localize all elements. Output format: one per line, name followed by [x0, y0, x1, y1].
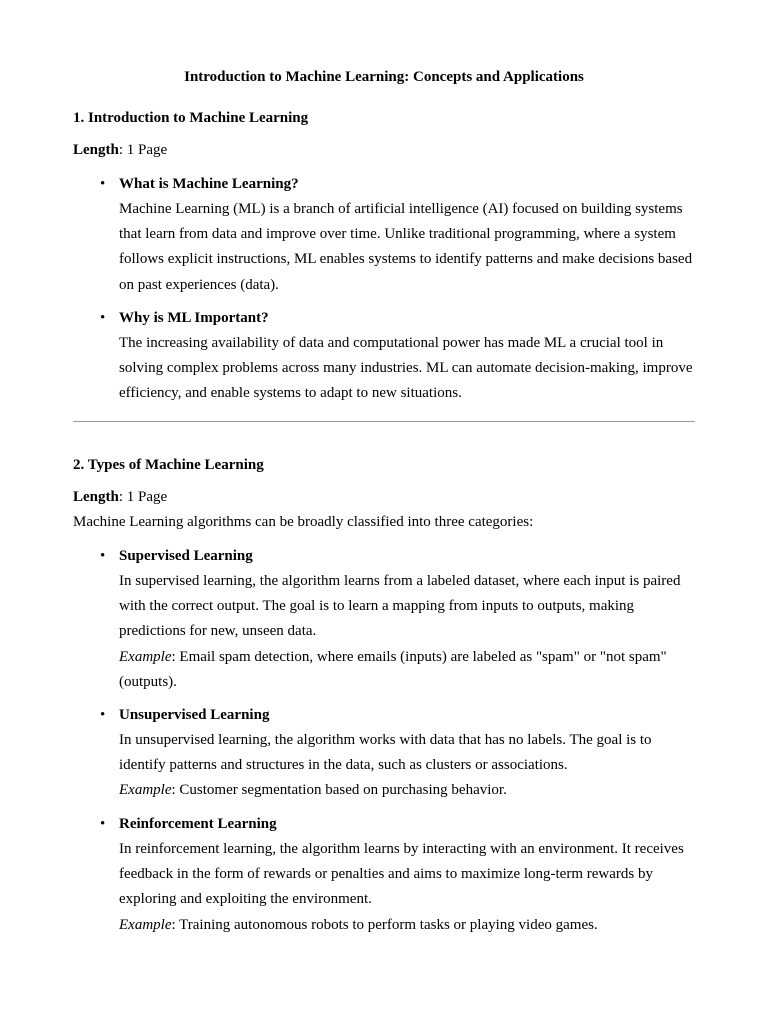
- list-item-what-is-ml: [100, 174, 699, 298]
- section-divider: [73, 421, 695, 422]
- bullet: •: [100, 548, 106, 564]
- item-text: [119, 728, 699, 804]
- item-text: [119, 569, 699, 695]
- length-value: : 1 Page: [118, 142, 168, 158]
- example-label: Example: [119, 782, 172, 799]
- length-label: Length: [73, 489, 119, 505]
- item-title: Why is ML Important?: [119, 310, 269, 326]
- section-intro-text: Machine Learning algorithms can be broadly classified into three categories:: [73, 514, 534, 530]
- item-description: In reinforcement learning, the algorithm learns by interacting with an environment. It receives feedback in the form of rewards or penalties and aims to maximize long-term rewards by exploring and exploiting the environment.: [119, 841, 684, 908]
- list-item-why-ml-important: [100, 308, 699, 407]
- document-title: Introduction to Machine Learning: Concepts and Applications: [184, 69, 584, 85]
- item-title: Reinforcement Learning: [119, 816, 277, 832]
- example-text: : Training autonomous robots to perform tasks or playing video games.: [171, 916, 598, 933]
- bullet: •: [100, 816, 106, 832]
- item-title: Unsupervised Learning: [119, 707, 270, 723]
- length-label: Length: [73, 142, 119, 158]
- length-value: : 1 Page: [118, 489, 168, 505]
- item-title: What is Machine Learning?: [119, 176, 299, 192]
- section-heading-types: 2. Types of Machine Learning: [73, 457, 264, 473]
- list-item-reinforcement: [100, 814, 699, 938]
- example-text: : Email spam detection, where emails (inputs) are labeled as "spam" or "not spam" (outputs).: [119, 648, 667, 690]
- bullet: •: [100, 707, 106, 723]
- example-label: Example: [119, 648, 172, 665]
- item-description: In supervised learning, the algorithm learns from a labeled dataset, where each input is paired with the correct output. The goal is to learn a mapping from inputs to outputs, making predictions for new, unseen data.: [119, 573, 681, 640]
- list-item-unsupervised: [100, 705, 699, 804]
- item-text: Machine Learning (ML) is a branch of artificial intelligence (AI) focused on building systems that learn from data and improve over time. Unlike traditional programming, where a system follows explicit instructions, ML enables systems to identify patterns and make decisions based on past experiences (data).: [119, 201, 693, 293]
- item-description: In unsupervised learning, the algorithm works with data that has no labels. The goal is to identify patterns and structures in the data, such as clusters or associations.: [119, 732, 652, 774]
- item-text: The increasing availability of data and computational power has made ML a crucial tool in solving complex problems across many industries. ML can automate decision-making, improve efficiency, and enable systems to adapt to new situations.: [119, 335, 693, 402]
- bullet: •: [100, 176, 106, 192]
- example-label: Example: [119, 916, 172, 933]
- item-text: [119, 837, 699, 938]
- section-length-types: [73, 487, 167, 507]
- list-item-supervised: [100, 546, 699, 695]
- section-length-intro: [73, 140, 167, 160]
- example-text: : Customer segmentation based on purchasing behavior.: [171, 782, 507, 799]
- bullet: •: [100, 310, 106, 326]
- section-heading-intro: 1. Introduction to Machine Learning: [73, 110, 309, 126]
- item-title: Supervised Learning: [119, 548, 253, 564]
